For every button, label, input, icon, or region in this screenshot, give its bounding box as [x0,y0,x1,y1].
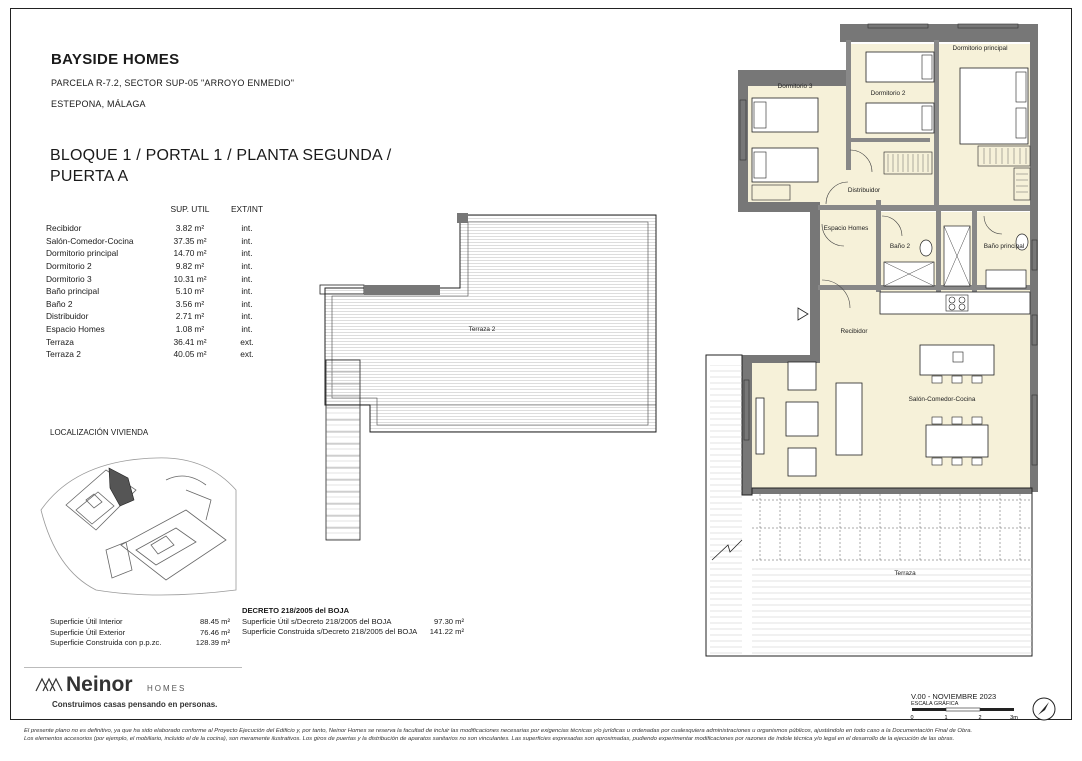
label-dormitorio-principal: Dormitorio principal [952,45,1008,52]
entry-arrow-icon [798,308,808,320]
label-recibidor: Recibidor [840,328,868,335]
room-area: 40.05 m² [173,349,207,360]
room-name: Dormitorio 3 [46,273,92,284]
room-name: Dormitorio principal [46,248,119,259]
neinor-logo-word: Neinor [66,673,133,696]
label-bano-principal: Baño principal [983,243,1025,250]
room-area: 37.35 m² [173,235,207,246]
address-line-2: ESTEPONA, MÁLAGA [51,99,146,109]
room-area: 36.41 m² [173,336,207,347]
table-row [46,285,268,298]
location-highlight [109,468,134,506]
summary-row [50,628,230,639]
room-type: int. [241,311,253,322]
room-area: 1.08 m² [175,324,205,335]
summary-label: Superficie Útil Interior [50,617,123,626]
room-type: int. [241,286,253,297]
scale-tick: 0 [910,715,914,721]
summary-row [50,638,230,649]
decree-value: 97.30 m² [434,616,464,626]
room-type: int. [241,324,253,335]
terraza-2-drawing [320,213,656,540]
table-row [46,323,268,336]
room-type: ext. [240,336,254,347]
room-name: Baño 2 [46,298,73,309]
scale-tick: 3m [1010,715,1018,721]
table-row [46,348,268,361]
floor-plan [300,0,1070,665]
scale-tick: 1 [944,715,948,721]
room-type: int. [241,298,253,309]
scale-tick: 2 [978,715,982,721]
neinor-logo-sub: HOMES [147,684,187,693]
room-area: 9.82 m² [175,261,205,272]
label-distribuidor: Distribuidor [847,187,881,194]
unit-title-line-1: BLOQUE 1 / PORTAL 1 / PLANTA SEGUNDA / [50,147,392,164]
room-name: Recibidor [46,223,82,234]
location-site-map [36,450,246,600]
areas-table [46,204,268,361]
label-bano-2: Baño 2 [889,243,911,250]
table-row [46,272,268,285]
areas-header-area: SUP. UTIL [170,204,210,214]
legal-line-1: El presente plano no es definitivo, ya que ha sido elaborado conforme al Proyecto Ejecución del Edificio y, por tanto, Neinor Homes se reserva la facultad de incluir las modificaciones necesarias por exigencias técnicas y/o jurídicas u ordenadas por cualesquiera administraciones u organismos públicos, ajustándolo en todo caso a la Documentación Final de Obra. [24,728,973,734]
room-area: 14.70 m² [173,248,207,259]
table-row [46,260,268,273]
table-row [46,247,268,260]
label-dormitorio-3: Dormitorio 3 [777,83,813,90]
slogan: Construimos casas pensando en personas. [52,700,218,709]
neinor-logo-icon [35,677,63,693]
label-espacio-homes: Espacio Homes [823,225,869,232]
room-name: Terraza [46,336,74,347]
room-name: Terraza 2 [46,349,81,360]
summary-value: 128.39 m² [195,638,230,647]
label-terraza-2: Terraza 2 [468,326,496,333]
summary-value: 88.45 m² [200,617,230,626]
summary-value: 76.46 m² [200,627,230,637]
room-name: Baño principal [46,286,100,297]
room-type: int. [241,261,253,272]
summary-label: Superficie Útil Exterior [50,627,126,637]
room-area: 3.82 m² [175,223,205,234]
summary-block [50,617,230,649]
table-row [46,335,268,348]
decree-title: DECRETO 218/2005 del BOJA [242,606,350,615]
apartment-drawing [706,24,1038,656]
room-type: int. [241,273,253,284]
label-terraza: Terraza [894,570,916,577]
room-type: int. [241,235,253,246]
room-area: 2.71 m² [175,311,205,322]
areas-header-name [46,204,154,222]
room-type: int. [241,248,253,259]
north-compass-icon [1031,696,1057,722]
summary-label: Superficie Construida con p.p.zc. [50,638,162,647]
room-area: 5.10 m² [175,286,205,297]
label-dormitorio-2: Dormitorio 2 [870,90,906,97]
decree-label: Superficie Útil s/Decreto 218/2005 del BOJA [242,616,392,626]
version-label: V.00 - NOVIEMBRE 2023 [911,692,997,701]
table-row [46,222,268,235]
scale-label: ESCALA GRÁFICA [911,701,959,707]
decree-value: 141.22 m² [429,627,464,636]
room-area: 10.31 m² [173,273,207,284]
location-title: LOCALIZACIÓN VIVIENDA [50,428,149,437]
room-type: int. [241,223,253,234]
room-area: 3.56 m² [175,298,205,309]
room-name: Dormitorio 2 [46,261,92,272]
brand-title: BAYSIDE HOMES [51,51,180,68]
table-row [46,235,268,248]
address-line-1: PARCELA R-7.2, SECTOR SUP-05 "ARROYO ENMEDIO" [51,78,295,88]
label-salon-comedor-cocina: Salón-Comedor-Cocina [908,396,976,403]
room-name: Distribuidor [46,311,89,322]
legal-line-2: Los elementos accesorios (por ejemplo, el mobiliario, incluido el de la cocina), son meramente ilustrativos. Los giros de puertas y la distribución de aparatos sanitarios no son vinculantes. Las superficies expresadas son aproximadas, pudiendo experimentar modificaciones por razones de índole técnica y/o legal en el desarrollo de la ejecución de las obras. [24,736,955,742]
legal-disclaimer [24,727,1064,743]
room-type: ext. [240,349,254,360]
table-row [46,298,268,311]
room-name: Espacio Homes [46,324,105,335]
scale-bar [910,706,1030,724]
table-row [46,310,268,323]
summary-row [50,617,230,628]
decree-label: Superficie Construida s/Decreto 218/2005 del BOJA [242,627,418,636]
unit-title-line-2: PUERTA A [50,168,129,185]
areas-header-row [46,204,268,222]
areas-header-type: EXT/INT [230,204,264,214]
room-name: Salón-Comedor-Cocina [46,235,134,246]
